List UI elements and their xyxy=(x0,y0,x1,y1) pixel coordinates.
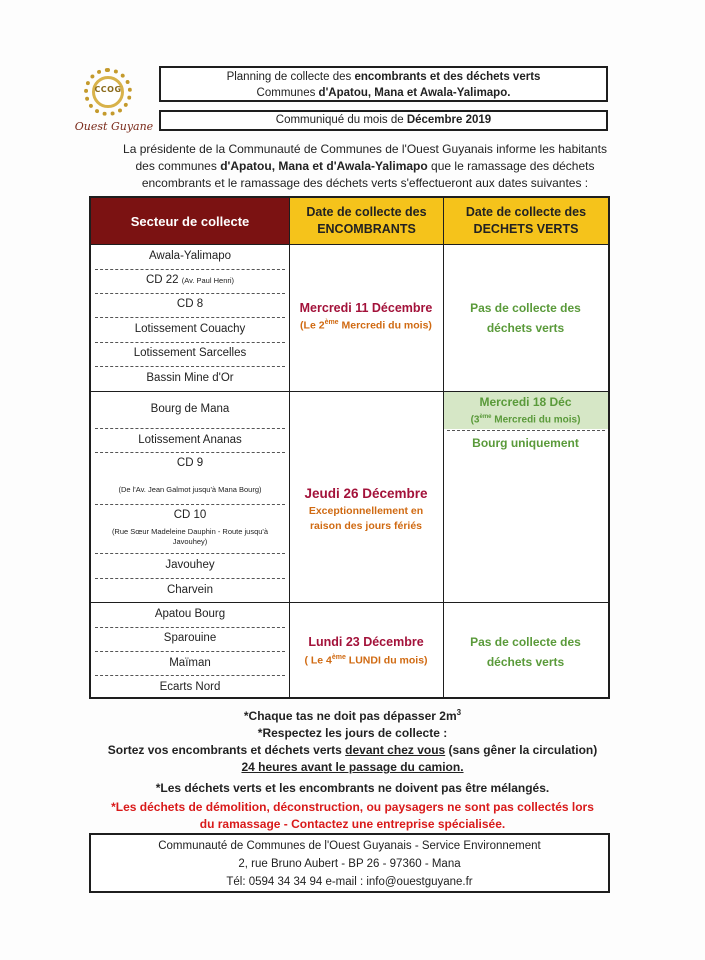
group-divider-2 xyxy=(91,602,608,603)
group1-enc-note-sup: ème xyxy=(324,319,339,326)
row-divider xyxy=(95,269,285,270)
group1-dv-line-1: Pas de collecte des xyxy=(470,301,581,315)
sector-row: Awala-Yalimapo xyxy=(148,250,232,262)
title-line-2-prefix: Communes xyxy=(256,87,319,99)
title-line-1-bold: encombrants et des déchets verts xyxy=(354,71,541,83)
group3-dv-date xyxy=(443,632,608,672)
month-box xyxy=(159,110,608,131)
sector-row: Bassin Mine d'Or xyxy=(146,372,234,384)
row-divider xyxy=(95,317,285,318)
sector-cd22: CD 22 xyxy=(145,274,179,286)
row-divider xyxy=(95,366,285,367)
sector-row: CD 8 xyxy=(176,298,204,310)
sector-row: Lotissement Sarcelles xyxy=(133,347,247,359)
notes-section xyxy=(60,704,645,833)
header-divider xyxy=(91,244,608,245)
title-line-1-prefix: Planning de collecte des xyxy=(226,71,355,83)
logo-brand: Ouest Guyane xyxy=(74,120,154,133)
month-prefix: Communiqué du mois de xyxy=(275,114,407,126)
row-divider xyxy=(95,578,285,579)
month-bold: Décembre 2019 xyxy=(406,114,492,126)
sector-row: Lotissement Couachy xyxy=(134,323,246,335)
intro-line-2 xyxy=(85,158,645,175)
cd10-note-line-1: (Rue Sœur Madeleine Dauphin - Route jusqu'à xyxy=(111,527,269,536)
group2-enc-note-line-2: raison des jours fériés xyxy=(309,520,423,532)
row-divider xyxy=(95,293,285,294)
group3-enc-note-a: ( Le 4 xyxy=(304,654,332,667)
sector-row: CD 10 xyxy=(173,509,207,521)
footer-address: 2, rue Bruno Aubert - BP 26 - 97360 - Mana xyxy=(238,858,461,870)
group3-enc-note xyxy=(289,654,443,667)
footer-box xyxy=(89,833,610,893)
note-3-prefix: Sortez vos encombrants et déchets verts xyxy=(107,743,346,757)
group2-enc-note xyxy=(289,504,443,534)
header-sector: Secteur de collecte xyxy=(91,198,289,244)
sector-row: CD 9 xyxy=(176,457,204,469)
title-line-2 xyxy=(161,85,606,101)
cd10-note-line-2: Javouhey) xyxy=(172,537,208,546)
intro-line-2-bold: d'Apatou, Mana et d'Awala-Yalimapo xyxy=(220,159,428,173)
header-dv-line-1: Date de collecte des xyxy=(465,205,587,219)
group2-dv-note-sup: ème xyxy=(479,414,492,420)
group1-dv-line-2: déchets verts xyxy=(486,321,565,335)
group2-enc-date-text: Jeudi 26 Décembre xyxy=(304,486,428,501)
sector-row: Sparouine xyxy=(163,632,217,644)
row-divider xyxy=(95,504,285,505)
intro-line-3: encombrants et le ramassage des déchets verts s'effectueront aux dates suivantes : xyxy=(141,176,589,190)
group3-enc-date-text: Lundi 23 Décembre xyxy=(308,635,424,649)
footer-contact: Tél: 0594 34 34 94 e-mail : info@ouestguyane.fr xyxy=(226,876,473,888)
group2-dv-note xyxy=(443,410,608,427)
group1-enc-note-a: (Le 2 xyxy=(300,319,325,332)
intro-line-2-prefix: des communes xyxy=(135,159,221,173)
note-2: *Respectez les jours de collecte : xyxy=(257,726,448,740)
title-box xyxy=(159,66,608,102)
group3-enc-note-b: LUNDI du mois) xyxy=(345,654,428,667)
schedule-table xyxy=(89,196,610,699)
note-4: 24 heures avant le passage du camion. xyxy=(241,760,464,774)
logo-initials: CCOG xyxy=(94,85,122,94)
sector-row: Bourg de Mana xyxy=(150,403,230,415)
note-1-sup: 3 xyxy=(456,708,462,717)
header-encombrants-line-1: Date de collecte des xyxy=(306,205,427,219)
header-encombrants-line-2: ENCOMBRANTS xyxy=(317,222,416,236)
group1-enc-note xyxy=(289,319,443,332)
note-1-text: *Chaque tas ne doit pas dépasser 2m xyxy=(243,709,457,723)
sector-row: Maïman xyxy=(169,657,211,669)
footer-line-1: Communauté de Communes de l'Ouest Guyanais - Service Environnement xyxy=(158,840,541,852)
sector-cd22-note: (Av. Paul Henri) xyxy=(181,276,235,285)
sector-row: Charvein xyxy=(166,584,214,596)
group2-dv-note-a: (3 xyxy=(470,414,480,426)
dv-divider xyxy=(447,430,605,431)
group3-dv-line-2: déchets verts xyxy=(486,655,565,669)
group1-dv-date xyxy=(443,298,608,338)
row-divider xyxy=(95,342,285,343)
title-line-1 xyxy=(161,69,606,85)
group2-dv-bourg: Bourg uniquement xyxy=(472,436,579,450)
group3-enc-note-sup: ème xyxy=(331,654,346,661)
row-divider xyxy=(95,452,285,453)
sector-cd10-note xyxy=(91,527,289,547)
sector-cd9-note: (De l'Av. Jean Galmot jusqu'à Mana Bourg) xyxy=(118,485,262,494)
group2-dv-note-b: Mercredi du mois) xyxy=(491,414,581,426)
header-dv-line-2: DECHETS VERTS xyxy=(473,222,579,236)
intro-line-2-suffix: que le ramassage des déchets xyxy=(427,159,595,173)
sector-row: Apatou Bourg xyxy=(154,608,226,620)
group3-encombrants-date xyxy=(289,635,443,667)
group2-encombrants-date xyxy=(289,486,443,534)
sector-row: Javouhey xyxy=(165,559,215,571)
row-divider xyxy=(95,627,285,628)
group2-dv-date xyxy=(443,394,608,427)
group2-dv-date-text: Mercredi 18 Déc xyxy=(479,395,572,409)
row-divider xyxy=(95,651,285,652)
sector-row: Ecarts Nord xyxy=(159,681,221,693)
group1-enc-date-text: Mercredi 11 Décembre xyxy=(299,301,433,315)
sector-row: Lotissement Ananas xyxy=(138,434,242,446)
note-6-line-2: du ramassage - Contactez une entreprise spécialisée. xyxy=(199,817,506,831)
group2-enc-note-line-1: Exceptionnellement en xyxy=(308,505,424,517)
note-1 xyxy=(60,704,645,725)
intro-line-1: La présidente de la Communauté de Communes de l'Ouest Guyanais informe les habitants xyxy=(123,142,607,156)
note-6 xyxy=(60,799,645,833)
intro-paragraph xyxy=(85,141,645,192)
note-6-line-1: *Les déchets de démolition, déconstruction, ou paysagers ne sont pas collectés lors xyxy=(111,800,594,814)
header-encombrants xyxy=(289,198,443,244)
title-line-2-bold: d'Apatou, Mana et Awala-Yalimapo. xyxy=(318,87,511,99)
group3-dv-line-1: Pas de collecte des xyxy=(470,635,581,649)
header-dechets-verts xyxy=(443,198,608,244)
group1-enc-note-b: Mercredi du mois) xyxy=(338,319,432,332)
note-3-suffix: (sans gêner la circulation) xyxy=(445,743,598,757)
row-divider xyxy=(95,553,285,554)
ccog-logo xyxy=(70,66,160,134)
note-3 xyxy=(60,742,645,759)
note-5: *Les déchets verts et les encombrants ne doivent pas être mélangés. xyxy=(155,781,550,795)
sector-row xyxy=(91,274,289,286)
row-divider xyxy=(95,428,285,429)
row-divider xyxy=(95,675,285,676)
note-3-underlined: devant chez vous xyxy=(345,743,446,757)
group1-encombrants-date xyxy=(289,301,443,332)
